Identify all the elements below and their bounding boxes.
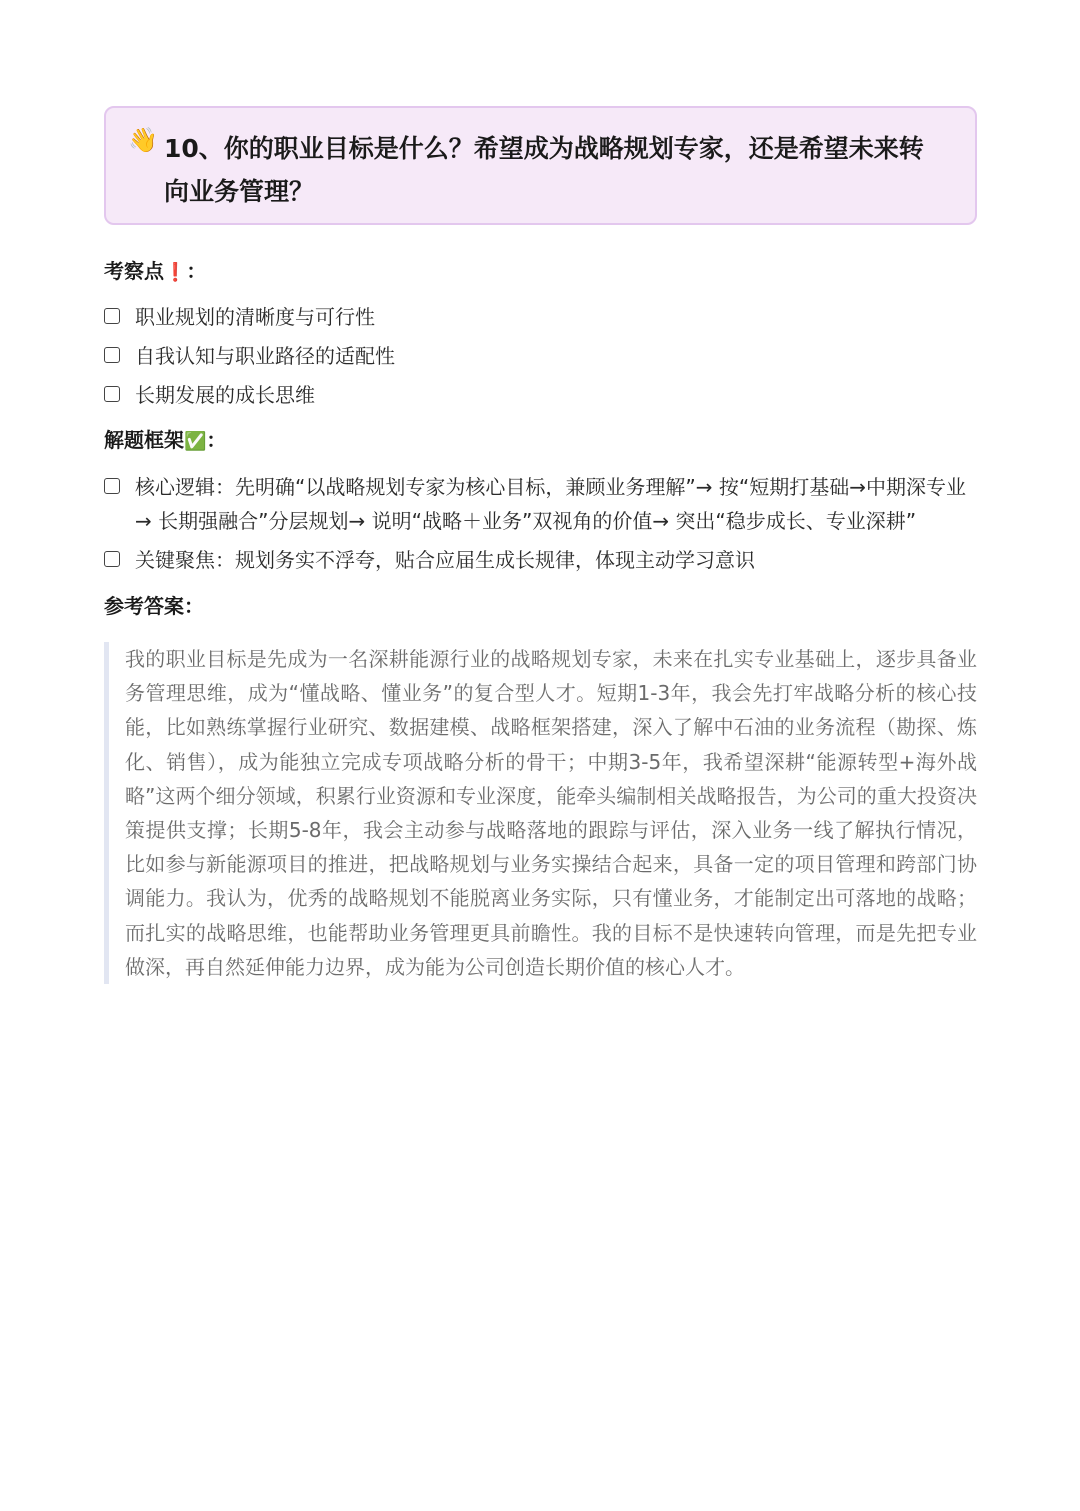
waving-hand-icon: 👋 [128,126,158,154]
checkbox[interactable] [104,551,120,567]
assessment-checklist [104,300,977,412]
checklist-item-text: 核心逻辑：先明确“以战略规划专家为核心目标，兼顾业务理解”→ 按“短期打基础→中期深专业→ 长期强融合”分层规划→ 说明“战略＋业务”双视角的价值→ 突出“稳步成长、专业深耕” [135,475,966,533]
checklist-item [104,470,977,538]
checklist-item-text: 职业规划的清晰度与可行性 [135,305,375,329]
answer-colon: ： [184,594,204,618]
check-mark-icon: ✅ [184,431,207,452]
framework-checklist [104,470,977,577]
checkbox[interactable] [104,478,120,494]
exclamation-icon: ❗ [164,262,187,283]
document-page [104,106,977,984]
assessment-colon: ： [186,259,207,283]
assessment-heading [104,256,977,286]
checklist-item [104,339,977,373]
checklist-item-text: 自我认知与职业路径的适配性 [135,344,395,368]
question-title: 10、你的职业目标是什么？希望成为战略规划专家，还是希望未来转向业务管理？ [164,134,924,206]
framework-heading [104,425,977,455]
assessment-label: 考察点 [104,259,164,283]
answer-quote: 我的职业目标是先成为一名深耕能源行业的战略规划专家，未来在扎实专业基础上，逐步具备业务管理思维，成为“懂战略、懂业务”的复合型人才。短期1-3年，我会先打牢战略分析的核心技能，比如熟练掌握行业研究、数据建模、战略框架搭建，深入了解中石油的业务流程（勘探、炼化、销售），成为能独立完成专项战略分析的骨干；中期3-5年，我希望深耕“能源转型+海外战略”这两个细分领域，积累行业资源和专业深度，能牵头编制相关战略报告，为公司的重大投资决策提供支撑；长期5-8年，我会主动参与战略落地的跟踪与评估，深入业务一线了解执行情况，比如参与新能源项目的推进，把战略规划与业务实操结合起来，具备一定的项目管理和跨部门协调能力。我认为，优秀的战略规划不能脱离业务实际，只有懂业务，才能制定出可落地的战略；而扎实的战略思维，也能帮助业务管理更具前瞻性。我的目标不是快速转向管理，而是先把专业做深，再自然延伸能力边界，成为能为公司创造长期价值的核心人才。 [104,642,977,984]
checkbox[interactable] [104,347,120,363]
framework-colon: ： [206,428,227,452]
checkbox[interactable] [104,308,120,324]
checklist-item [104,300,977,334]
checklist-item-text: 关键聚焦：规划务实不浮夸，贴合应届生成长规律，体现主动学习意识 [135,548,755,572]
question-callout [104,106,977,225]
checklist-item-text: 长期发展的成长思维 [135,383,315,407]
answer-heading [104,591,977,621]
checklist-item [104,543,977,577]
checklist-item [104,378,977,412]
checkbox[interactable] [104,386,120,402]
framework-label: 解题框架 [104,428,184,452]
answer-label: 参考答案 [104,594,184,618]
